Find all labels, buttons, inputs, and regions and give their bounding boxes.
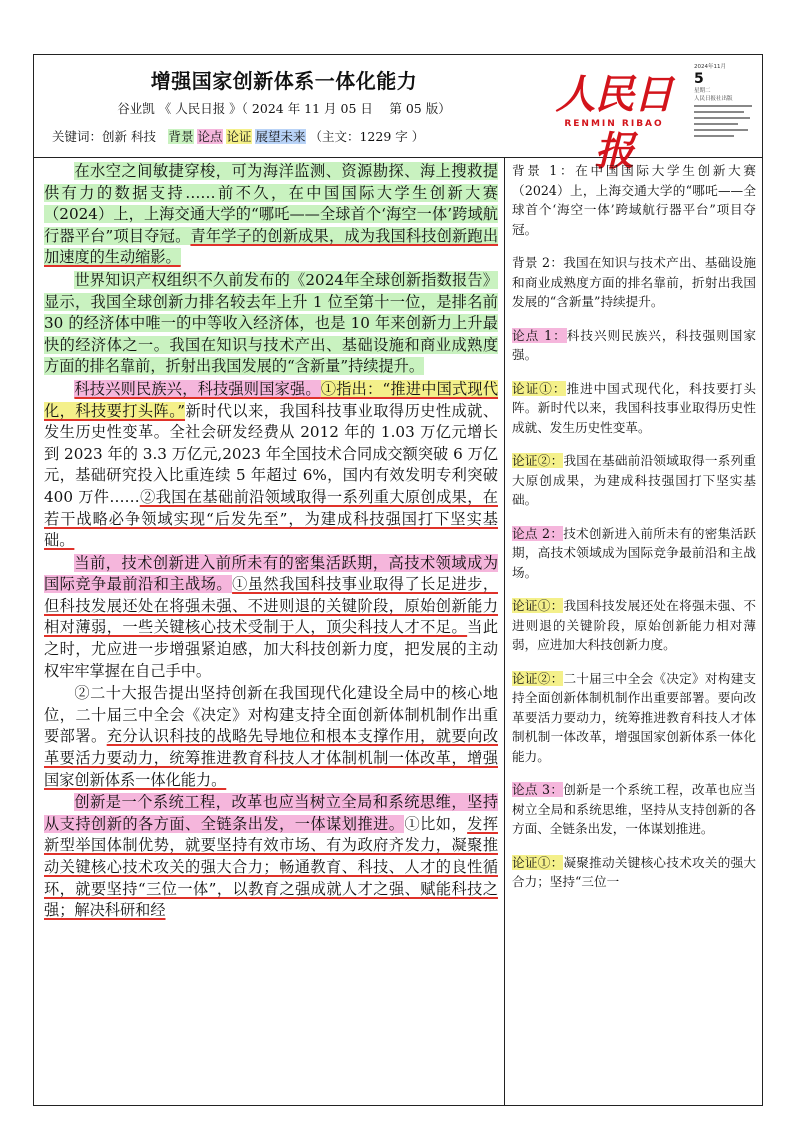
note-label: 论证②： xyxy=(512,670,564,686)
keywords-line xyxy=(52,127,532,145)
paragraph-4 xyxy=(44,553,498,683)
note-text: 在中国国际大学生创新大赛（2024）上，上海交通大学的“哪吒——全球首个‘海空一体’跨域航行器平台”项目夺冠。 xyxy=(512,163,756,237)
note-text: 我国科技发展还处在将强未强、不进则退的关键阶段，原始创新能力相对薄弱，应进加大科技创新力度。 xyxy=(512,598,757,652)
note-text: 推进中国式现代化，科技要打头阵。新时代以来，我国科技事业取得历史性成就、发生历史性变革。 xyxy=(512,380,757,435)
paragraph-6 xyxy=(44,792,498,922)
keywords-prefix: 关键词：创新 科技 xyxy=(52,129,169,144)
note-text: 我国在知识与技术产出、基础设施和商业成熟度方面的排名靠前，折射出我国发展的“含新量”持续提升。 xyxy=(512,255,756,309)
note-evidence-1-2 xyxy=(512,451,756,510)
note-label: 论证②： xyxy=(512,453,564,468)
legend-point: 论点 xyxy=(197,129,223,144)
article-title: 增强国家创新体系一体化能力 xyxy=(150,69,418,93)
note-background-1 xyxy=(512,161,756,239)
point-2-evidence-1: ①虽然我国科技事业取得了长足进步，但科技发展还处在将强未强、不进则退的关键阶段，原始创新能力相对薄弱，一些关键核心技术受制于人，顶尖科技人才不足。 xyxy=(44,575,498,637)
note-background-2 xyxy=(512,253,756,312)
point-2-text: 当前，技术创新进入前所未有的密集活跃期，高技术领域成为国际竞争最前沿和主战场。 xyxy=(44,553,498,594)
note-label: 论点 2： xyxy=(512,525,564,541)
note-evidence-2-2 xyxy=(512,669,756,767)
background-2-text: 世界知识产权组织不久前发布的《2024年全球创新指数报告》显示，我国全球创新力排名较去年上升 1 位至第十一位，是排名前 30 的经济体中唯一的中等收入经济体，也是 10 年来创新力上升最快的经济体之一。我国在知识与技术产出、基础设施和商业成熟度方面的排名靠前，折射出我国发展的“含新量”持续提升。 xyxy=(44,270,498,376)
background-1-summary: 青年学子的创新成果，成为我国科技创新跑出加速度的生动缩影。 xyxy=(44,226,499,267)
column-divider xyxy=(504,158,505,1105)
background-1-text: 在水空之间敏捷穿梭，可为海洋监测、资源勘探、海上搜救提供有力的数据支持……前不久，在中国国际大学生创新大赛（2024）上，上海交通大学的“哪吒——全球首个‘海空一体’跨域航行器平台”项目夺冠。 xyxy=(44,162,498,245)
word-count: （主文：1229 字 ） xyxy=(309,129,425,144)
note-label: 背景 1： xyxy=(512,163,576,178)
point-2-evidence-2: ②二十大报告提出坚持创新在我国现代化建设全局中的核心地位，二十届三中全会《决定》对构建支持全面创新体制机制作出重要部署。 xyxy=(44,684,498,746)
note-label: 论点 1： xyxy=(512,327,567,343)
note-point-2 xyxy=(512,524,756,583)
paragraph-3 xyxy=(44,379,498,552)
note-text: 创新是一个系统工程，改革也应当树立全局和系统思维，坚持从支持创新的各方面、全链条出发，一体谋划推进。 xyxy=(512,782,756,836)
legend-background: 背景 xyxy=(168,129,194,144)
logo-english: RENMIN RIBAO xyxy=(564,119,664,129)
byline: 谷业凯 《 人民日报 》（ 2024 年 11 月 05 日 第 05 版） xyxy=(117,101,451,116)
point-1-text: 科技兴则民族兴，科技强则国家强。 xyxy=(74,379,321,398)
masthead-line2: 人民日报社出版 xyxy=(694,96,733,102)
page-frame xyxy=(33,54,763,1106)
paragraph-1 xyxy=(44,161,498,269)
note-text: 凝聚推动关键核心技术攻关的强大合力；坚持“三位一 xyxy=(512,854,757,889)
masthead-fineprint-icon xyxy=(694,103,756,143)
masthead-box xyxy=(694,63,756,149)
legend-evidence: 论证 xyxy=(226,129,252,144)
evidence-2-text: ②我国在基础前沿领域取得一系列重大原创成果，在若干战略必争领域实现“后发先至”，为建成科技强国打下坚实基础。 xyxy=(44,487,498,550)
note-label: 论证①： xyxy=(512,854,564,870)
masthead-date: 2024年11月 xyxy=(694,64,726,70)
paragraph-5 xyxy=(44,683,498,791)
note-evidence-3-1 xyxy=(512,853,756,892)
note-label: 背景 2： xyxy=(512,255,564,270)
newspaper-logo xyxy=(544,63,684,175)
paragraph-2 xyxy=(44,270,498,378)
evidence-1-quote: ①指出：“推进中国式现代化，科技要打头阵。” xyxy=(44,379,499,420)
masthead-line1: 星期二 xyxy=(694,88,711,94)
paragraph-4-body: 当此之时，尤应进一步增强紧迫感，加大科技创新力度，把发展的主动权牢牢掌握在自己手中。 xyxy=(44,618,498,680)
note-evidence-1-1 xyxy=(512,379,756,438)
note-label: 论点 3： xyxy=(512,782,564,797)
note-point-3 xyxy=(512,780,756,839)
point-3-example: ①比如， xyxy=(404,814,468,833)
masthead-day: 5 xyxy=(694,71,704,87)
note-text: 我国在基础前沿领域取得一系列重大原创成果，为建成科技强国打下坚实基础。 xyxy=(512,453,757,507)
note-label: 论证①： xyxy=(512,380,567,396)
note-evidence-2-1 xyxy=(512,596,756,655)
paragraph-5-conclusion: 充分认识科技的战略先导地位和根本支撑作用，就要向改革要活力要动力，统筹推进教育科技人才体制机制一体改革，增强国家创新体系一体化能力。 xyxy=(44,727,498,789)
point-3-evidence: 发挥新型举国体制优势，就要坚持有效市场、有为政府齐发力，凝聚推动关键核心技术攻关的强大合力；畅通教育、科技、人才的良性循环，就要坚持“三位一体”，以教育之强成就人才之强、赋能科技之强；解决科研和经 xyxy=(44,814,498,920)
note-text: 科技兴则民族兴，科技强则国家强。 xyxy=(512,327,756,362)
note-text: 二十届三中全会《决定》对构建支持全面创新体制机制作出重要部署。要向改革要活力要动力，统筹推进教育科技人才体制机制一体改革，增强国家创新体系一体化能力。 xyxy=(512,670,757,764)
legend-outlook: 展望未来 xyxy=(255,129,306,144)
annotation-column xyxy=(512,161,756,906)
note-label: 论证①： xyxy=(512,598,564,613)
article-body xyxy=(44,161,498,922)
note-text: 技术创新进入前所未有的密集活跃期，高技术领域成为国际竞争最前沿和主战场。 xyxy=(512,525,756,580)
logo-chinese: 人民日报 xyxy=(555,71,673,175)
paragraph-3-body: 新时代以来，我国科技事业取得历史性成就、发生历史性变革。全社会研发经费从 2012 年的 1.03 万亿元增长到 2023 年的 3.3 万亿元,2023 年全国技术合同成交额突破 6 万亿元，基础研究投入比重连续 5 年超过 6%，国内有效发明专利突破 400 万件…… xyxy=(44,401,499,506)
note-point-1 xyxy=(512,326,756,365)
point-3-text: 创新是一个系统工程，改革也应当树立全局和系统思维，坚持从支持创新的各方面、全链条出发，一体谋划推进。 xyxy=(44,793,498,833)
